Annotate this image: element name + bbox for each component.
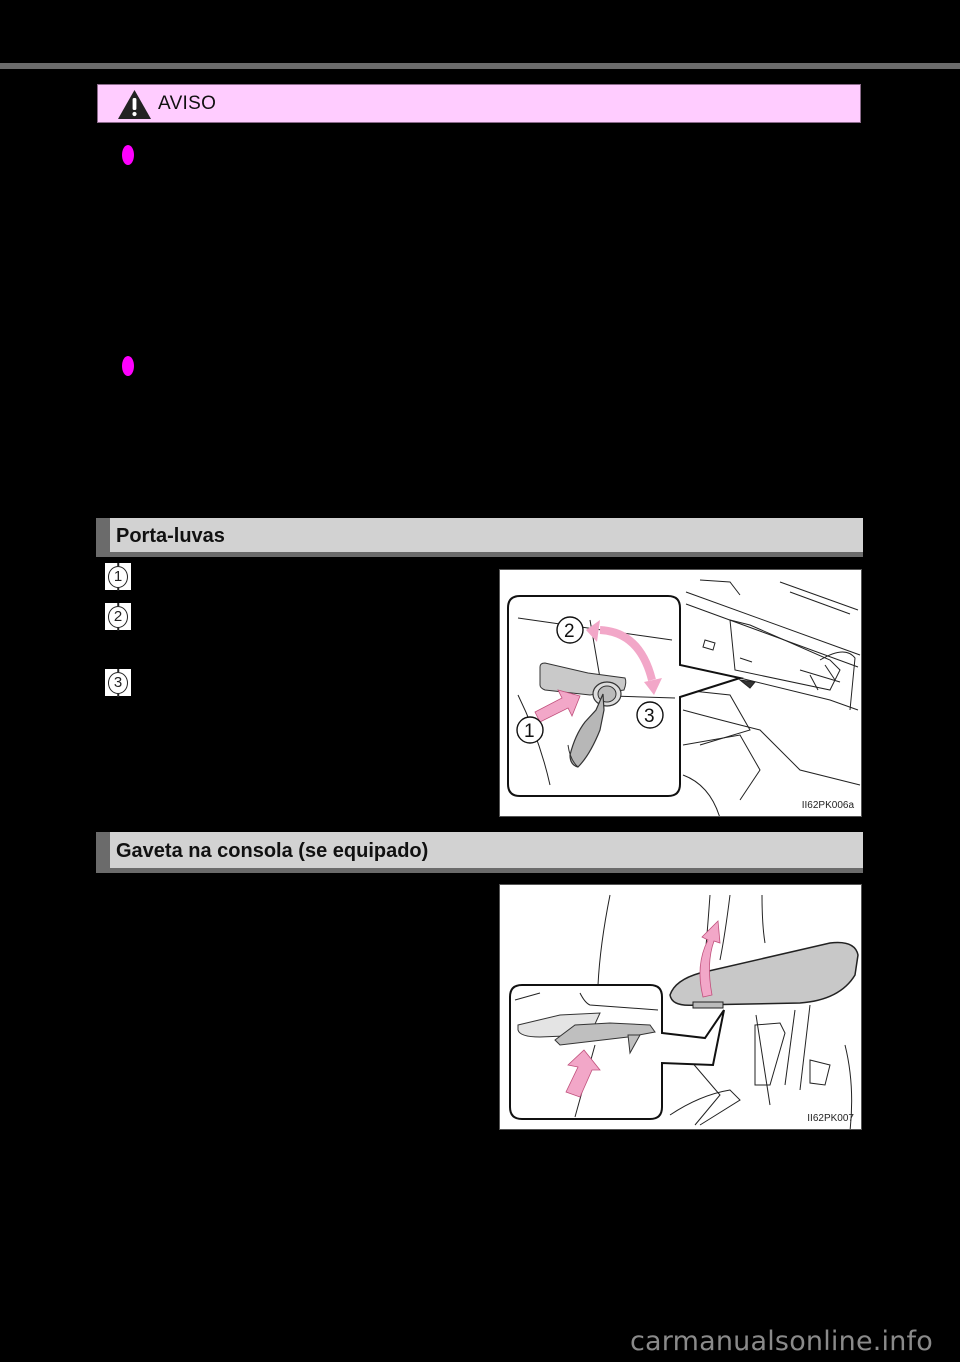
- step-number-1: [105, 563, 131, 590]
- figure-code: II62PK007: [807, 1113, 854, 1124]
- section-title: Gaveta na consola (se equipado): [116, 840, 429, 862]
- glove-box-drawing: [500, 570, 862, 817]
- circled-number: 3: [108, 672, 128, 694]
- top-rule: [0, 63, 960, 69]
- step-number-3: [105, 669, 131, 696]
- section-header-console-box: [96, 832, 863, 873]
- section-title: Porta-luvas: [116, 525, 225, 547]
- step-number-2: [105, 603, 131, 630]
- section-header-glove-box: [96, 518, 863, 557]
- console-box-illustration: [499, 884, 862, 1130]
- circled-number: 2: [108, 606, 128, 628]
- glove-box-illustration: [499, 569, 862, 817]
- warning-title: AVISO: [158, 93, 217, 114]
- console-box-drawing: [500, 885, 862, 1130]
- warning-triangle-icon: [117, 89, 152, 120]
- svg-text:2: 2: [564, 621, 575, 642]
- bullet-icon: [122, 145, 134, 165]
- circled-number: 1: [108, 566, 128, 588]
- figure-code: II62PK006a: [801, 800, 854, 811]
- warning-banner: [97, 84, 861, 123]
- watermark: carmanualsonline.info: [630, 1326, 933, 1357]
- bullet-icon: [122, 356, 134, 376]
- svg-text:3: 3: [644, 706, 655, 727]
- svg-text:1: 1: [524, 721, 535, 742]
